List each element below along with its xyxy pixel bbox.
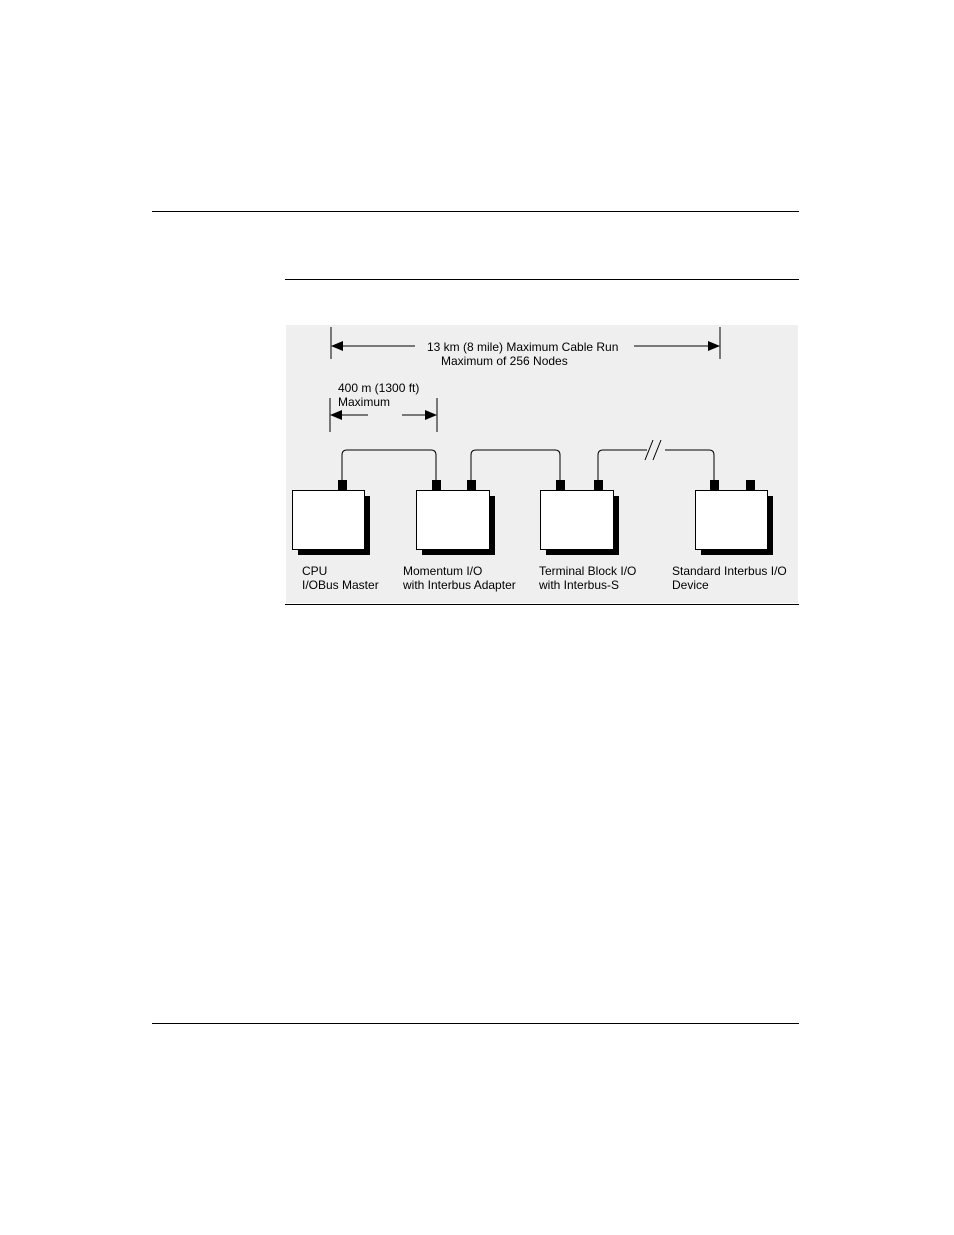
- node-box: [696, 491, 768, 550]
- connector-port: [338, 480, 347, 491]
- node-label-line2: with Interbus Adapter: [403, 578, 516, 592]
- connector-port: [467, 480, 476, 491]
- node-label-line2: I/OBus Master: [302, 578, 379, 592]
- connector-port: [556, 480, 565, 491]
- node-label-line1: CPU: [302, 564, 328, 578]
- connector-port: [746, 480, 755, 491]
- connector-port: [594, 480, 603, 491]
- node-label-line1: Momentum I/O: [403, 564, 483, 578]
- node-label-line1: Terminal Block I/O: [539, 564, 637, 578]
- max-nodes-label: Maximum of 256 Nodes: [441, 354, 568, 368]
- segment-maximum-label: Maximum: [338, 395, 391, 409]
- cable-run-label: 13 km (8 mile) Maximum Cable Run: [427, 340, 619, 354]
- node-box: [293, 491, 365, 550]
- node-box: [541, 491, 614, 550]
- node-label-line2: with Interbus-S: [539, 578, 620, 592]
- node-label-line2: Device: [672, 578, 709, 592]
- node-box: [417, 491, 490, 550]
- segment-distance-label: 400 m (1300 ft): [338, 381, 420, 395]
- node-label-line1: Standard Interbus I/O: [672, 564, 787, 578]
- connector-port: [432, 480, 441, 491]
- connector-port: [710, 480, 719, 491]
